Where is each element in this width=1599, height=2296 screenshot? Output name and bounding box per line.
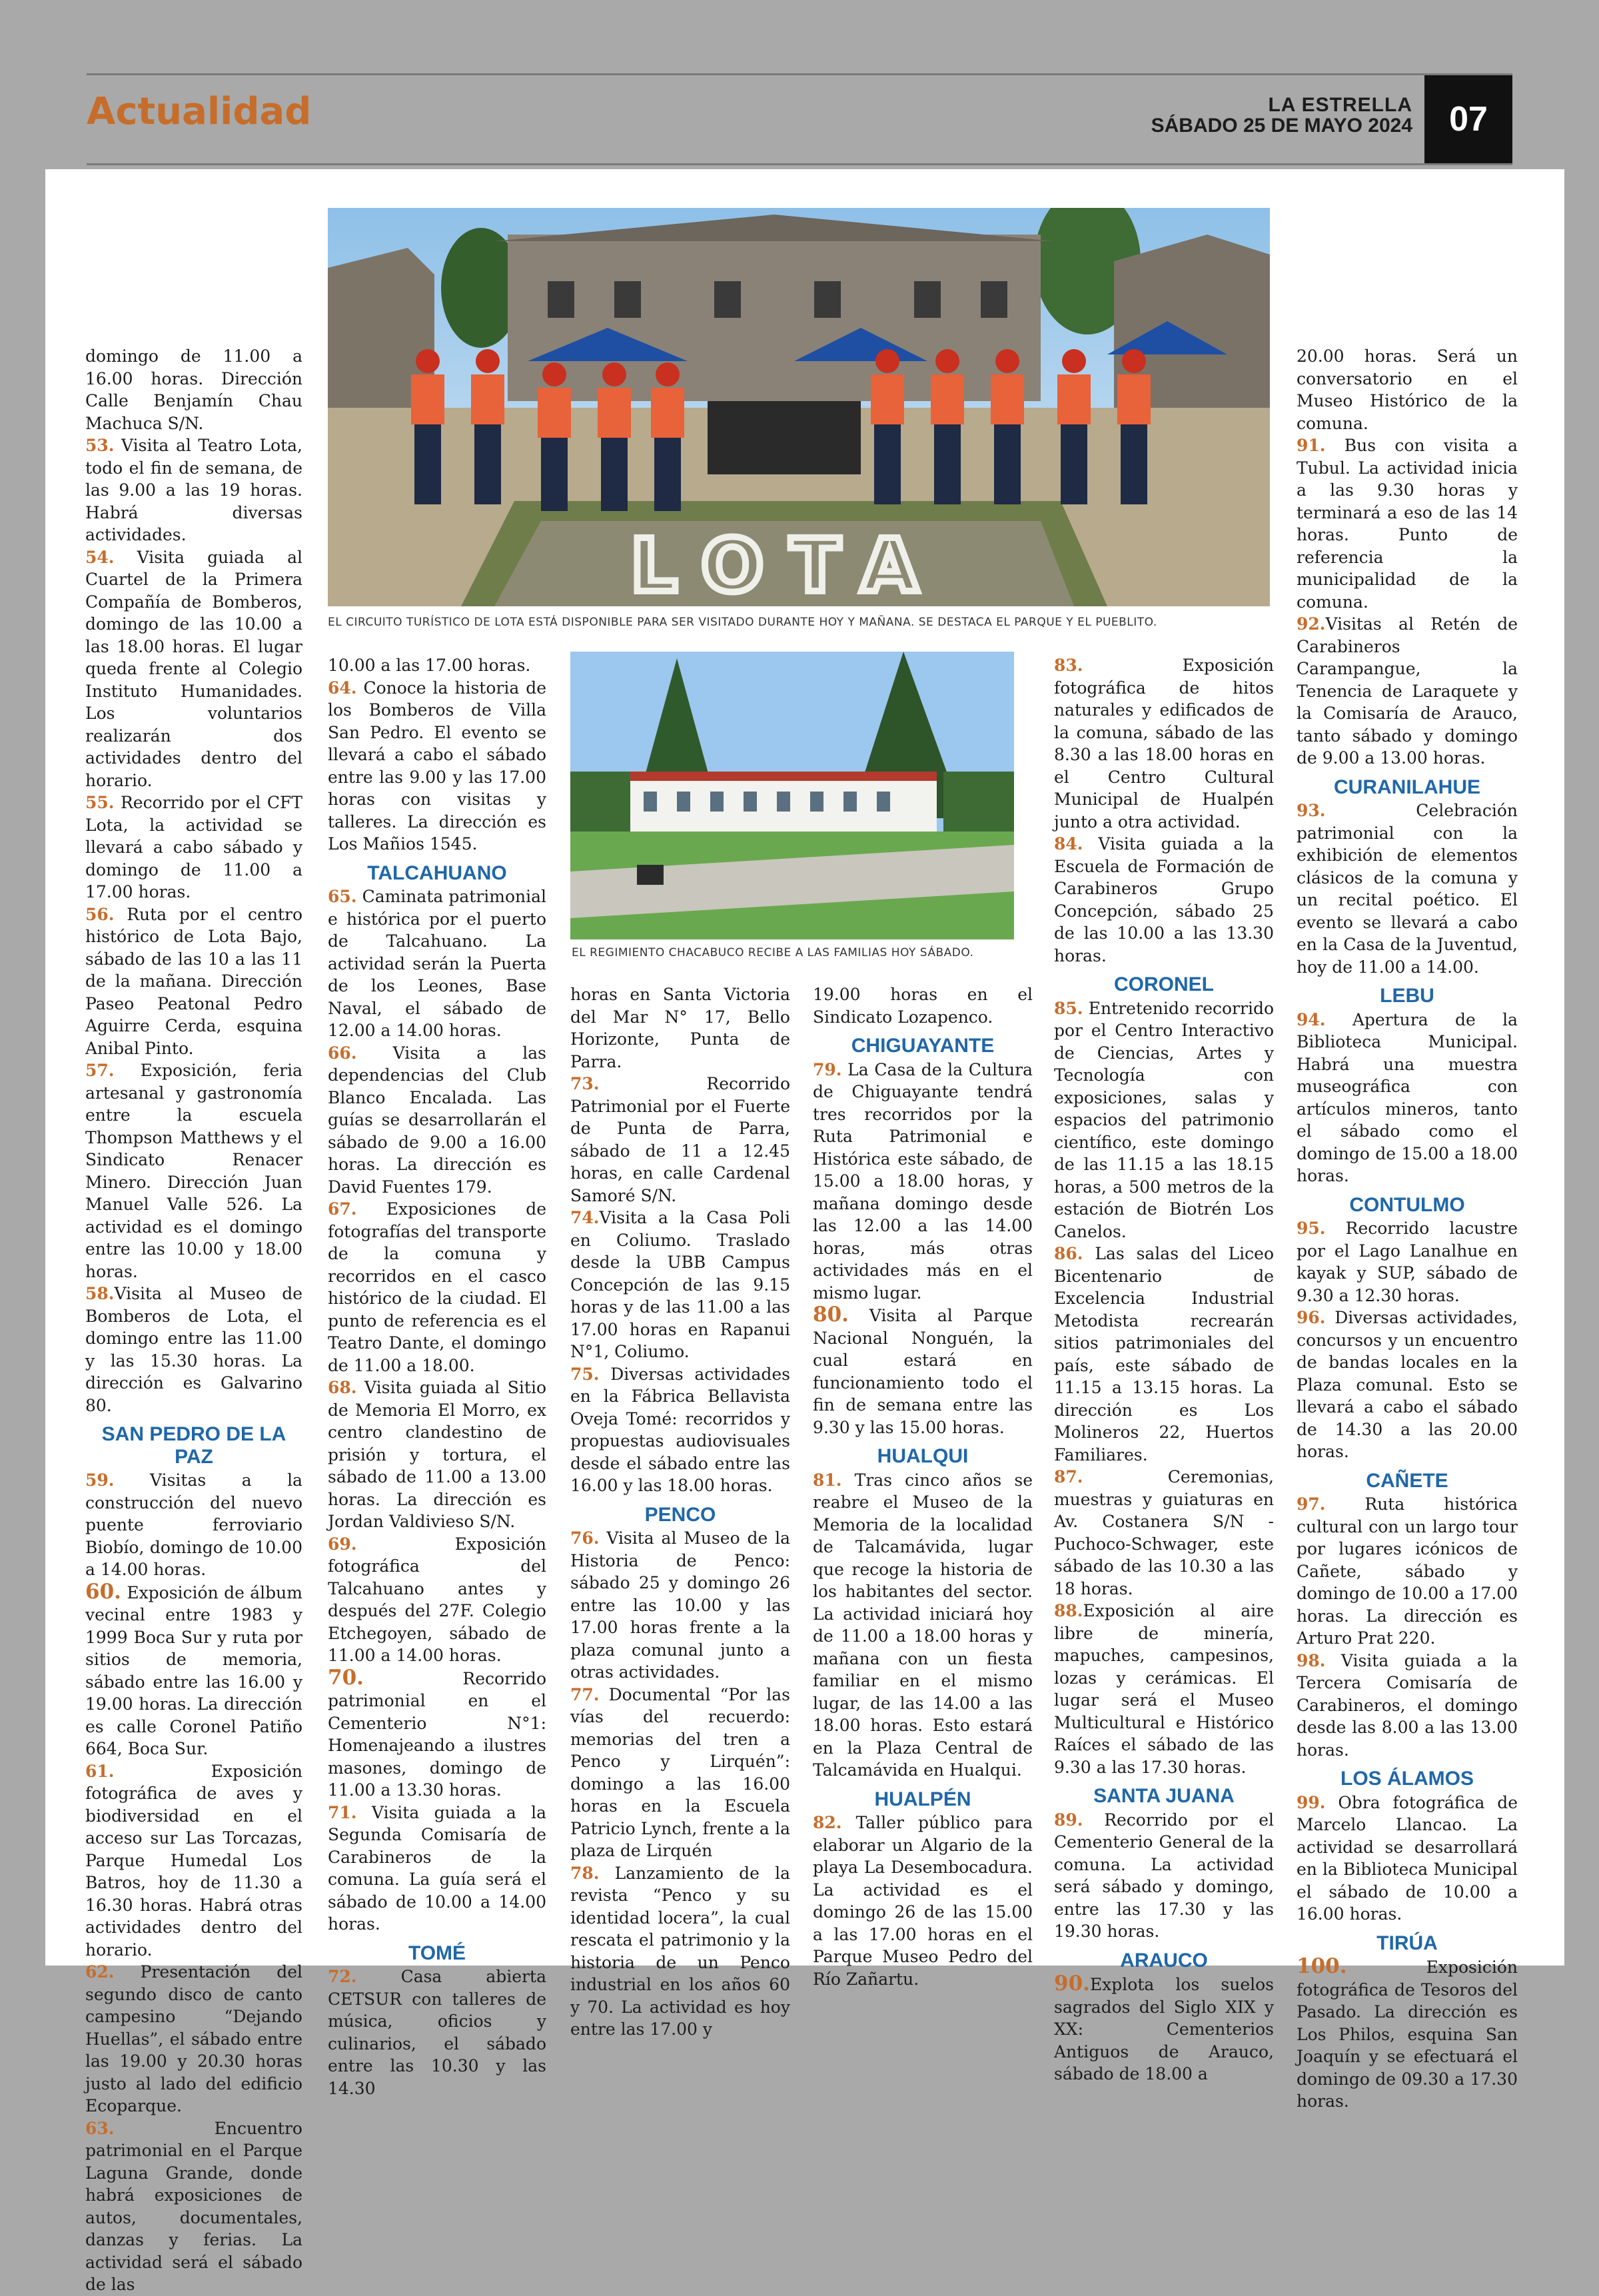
list-item [328,1198,546,1377]
section-heading: PENCO [644,1503,716,1526]
item-text: Encuentro patrimonial en el Parque Laguna Grande, donde habrá exposiciones de autos, documentales, danzas y ferias. La actividad será el sábado de las [85,2118,302,2294]
item-text: Obra fotográfica de Marcelo Llancao. La actividad se desarrollará en la Biblioteca Municipal el sábado de 10.00 a 16.00 horas. [1297,1792,1518,1924]
list-item [85,1581,302,1760]
list-item [85,1760,302,1962]
item-text: Exposición de álbum vecinal entre 1983 y 1999 Boca Sur y ruta por sitios de memoria, sábado entre las 16.00 y 19.00 horas. La dirección es calle Coronel Patiño 664, Boca Sur. [85,1582,302,1758]
newspaper-page [45,169,1564,2294]
column-1 [85,345,302,2296]
item-number: 69. [328,1534,357,1554]
issue-date: SÁBADO 25 DE MAYO 2024 [1151,114,1412,137]
list-item [1297,613,1518,770]
list-item [1054,997,1274,1243]
item-text: Visitas al Retén de Carabineros Carampangue, la Tenencia de Laraquete y la Comisaría de Arauco, tanto sábado y domingo de 9.00 a 13.00 horas. [1297,614,1518,768]
item-number: 87. [1054,1467,1083,1486]
item-text: Visita al Parque Nacional Nonguén, la cual estará en funcionamiento todo el fin de semana entre las 9.30 y las 15.00 horas. [813,1306,1033,1437]
item-text: Diversas actividades, concursos y un encuentro de bandas locales en la Plaza comunal. Esto se llevará a cabo el sábado de 14.30 a las 20.00 horas. [1297,1308,1518,1461]
list-item [570,1684,790,1862]
item-number: 99. [1297,1792,1326,1812]
item-number: 82. [813,1813,842,1832]
item-number: 67. [328,1199,357,1219]
item-text: Exposiciones de fotografías del transporte de la comuna y recorridos en el casco histórico de la ciudad. El punto de referencia es el Teatro Dante, el domingo de 11.00 a 18.00. [328,1199,546,1375]
list-item [328,677,546,856]
section-heading: CURANILAHUE [1334,776,1480,798]
column-2 [328,654,546,2099]
list-item [1297,1217,1518,1307]
item-text: Casa abierta CETSUR con talleres de música, oficios y culinarios, el sábado entre las 10.30 y las 14.30 [328,1967,546,2098]
list-item [1297,1307,1518,1463]
list-item [85,2117,302,2296]
chacabuco-photo [570,652,1014,939]
garden-letters: LOTA [630,523,945,606]
item-number: 78. [570,1863,600,1883]
list-item [1054,1600,1274,1778]
list-item [328,1802,546,1936]
list-item [1297,1650,1518,1762]
item-number: 70. [328,1665,364,1690]
list-item [85,1469,302,1581]
item-number: 95. [1297,1219,1326,1238]
item-text: Visita guiada a la Escuela de Formación de Carabineros Grupo Concepción, sábado 25 de las 10.00 a las 13.30 horas. [1054,834,1274,965]
list-item [570,1862,790,2041]
list-item [813,1059,1033,1305]
paragraph: 20.00 horas. Será un conversatorio en el Museo Histórico de la comuna. [1297,346,1518,433]
item-text: Ruta histórica cultural con un largo tour por lugares icónicos de Cañete, sábado y domingo de 10.00 a 17.00 horas. La dirección es Arturo Prat 220. [1297,1494,1518,1648]
item-number: 57. [85,1061,115,1080]
section-heading: TIRÚA [1376,1932,1438,1954]
item-number: 56. [85,904,115,924]
list-item [85,434,302,546]
list-item [813,1304,1033,1438]
item-number: 86. [1054,1244,1083,1263]
item-number: 59. [85,1470,115,1490]
list-item [570,1073,790,1207]
section-heading: CONTULMO [1349,1193,1465,1216]
item-number: 54. [85,547,115,567]
column-3 [570,983,790,2041]
item-text: Exposición fotográfica de Tesoros del Pasado. La dirección es Los Philos, esquina San Joaquín y se efectuará el domingo de 09.30 a 17.30 horas. [1297,1958,1518,2111]
item-number: 75. [570,1364,600,1384]
section-heading: SANTA JUANA [1093,1785,1235,1807]
list-item [328,1042,546,1199]
item-number: 55. [85,793,115,812]
list-item [1054,1466,1274,1600]
page-header [87,73,1512,165]
list-item [570,1207,790,1363]
item-text: Lanzamiento de la revista “Penco y su identidad locera”, la cual rescata el patrimonio y la historia de un Penco industrial en los años 60 y 70. La actividad es hoy entre las 17.00 y [570,1863,790,2039]
list-item [1297,800,1518,978]
item-number: 76. [570,1528,600,1548]
column-5 [1054,654,1274,2085]
item-number: 97. [1297,1494,1326,1514]
paragraph: 19.00 horas en el Sindicato Lozapenco. [813,985,1033,1027]
item-text: Diversas actividades en la Fábrica Bellavista Oveja Tomé: recorridos y propuestas audiovisuales desde el sábado entre las 16.00 y las 18.00 horas. [570,1364,790,1495]
lota-photo-caption: EL CIRCUITO TURÍSTICO DE LOTA ESTÁ DISPONIBLE PARA SER VISITADO DURANTE HOY Y MAÑANA. SE DESTACA EL PARQUE Y EL PUEBLITO. [328,616,1157,629]
section-heading: HUALQUI [877,1445,969,1467]
list-item [1054,1809,1274,1943]
item-text: Entretenido recorrido por el Centro Interactivo de Ciencias, Artes y Tecnología con exposiciones, salas y espacios del patrimonio científico, este domingo de las 11.15 a las 18.15 horas, a 500 metros de la estación de Biotrén Los Canelos. [1054,998,1274,1241]
item-number: 77. [570,1684,600,1704]
list-item [328,885,546,1042]
item-text: Visita a las dependencias del Club Blanco Encalada. Las guías se desarrollarán el sábado de 9.00 a 16.00 horas. La dirección es David Fuentes 179. [328,1043,546,1197]
list-item [328,1533,546,1667]
item-text: Recorrido por el CFT Lota, la actividad se llevará a cabo sábado y domingo de 11.00 a 17.00 horas. [85,793,302,901]
newspaper-name: LA ESTRELLA [1268,94,1412,116]
item-number: 80. [813,1303,849,1327]
list-item [1054,1973,1274,2085]
item-number: 71. [328,1802,357,1822]
chacabuco-photo-illustration [570,652,1014,939]
item-number: 60. [85,1579,121,1604]
item-number: 68. [328,1378,357,1397]
item-number: 93. [1297,801,1326,820]
item-text: Tras cinco años se reabre el Museo de la Memoria de la localidad de Talcamávida, lugar que recoge la historia de los habitantes del sector. La actividad iniciará hoy de 11.00 a 18.00 horas y mañana con un fiesta familiar en el mismo lugar, de las 14.00 a las 18.00 horas. Esto estará en la Plaza Central de Talcamávida en Hualqui. [813,1470,1033,1780]
page-number: 07 [1424,75,1512,163]
item-text: La Casa de la Cultura de Chiguayante tendrá tres recorridos por la Ruta Patrimonial e Histórica este sábado, de 15.00 a 18.00 horas, y mañana domingo desde las 12.00 a las 14.00 horas, más otras actividades más en el mismo lugar. [813,1059,1033,1303]
item-number: 91. [1297,436,1326,455]
item-text: Explota los suelos sagrados del Siglo XIX y XX: Cementerios Antiguos de Arauco, sábado de 18.00 a [1054,1975,1274,2083]
paragraph: domingo de 11.00 a 16.00 horas. Dirección Calle Benjamín Chau Machuca S/N. [85,346,302,433]
item-text: Recorrido por el Cementerio General de la comuna. La actividad será sábado y domingo, entre las 17.30 y las 19.30 horas. [1054,1810,1274,1941]
item-number: 84. [1054,834,1083,854]
lota-photo-illustration [328,208,1270,606]
section-heading: ARAUCO [1120,1949,1208,1972]
item-number: 81. [813,1470,842,1490]
item-text: Taller público para elaborar un Algario de la playa La Desembocadura. La actividad es el domingo 26 de las 15.00 a las 17.00 horas en el Parque Museo Pedro del Río Zañartu. [813,1813,1033,1989]
item-text: Ruta por el centro histórico de Lota Bajo, sábado de las 10 a las 11 de la mañana. Dirección Paseo Peatonal Pedro Aguirre Cerda, esquina Anibal Pinto. [85,904,302,1058]
list-item [1054,654,1274,833]
list-item [85,546,302,792]
item-text: Exposición fotográfica de aves y biodiversidad en el acceso sur Las Torcazas, Parque Humedal Los Batros, hoy de 11.30 a 16.30 horas. Habrá otras actividades dentro del horario. [85,1761,302,1960]
item-text: Ceremonias, muestras y guiaturas en Av. Costanera S/N - Puchoco-Schwager, este sábado de las 10.30 a las 18 horas. [1054,1467,1274,1598]
item-number: 72. [328,1967,357,1986]
item-number: 90. [1054,1972,1090,1996]
item-number: 100. [1297,1954,1347,1978]
item-text: Visita guiada a la Tercera Comisaría de Carabineros, el domingo desde las 8.00 a las 13.00 horas. [1297,1650,1518,1760]
list-item [1297,1956,1518,2113]
item-number: 53. [85,436,115,455]
list-item [85,792,302,903]
item-number: 89. [1054,1810,1083,1830]
list-item [570,1363,790,1497]
item-text: Bus con visita a Tubul. La actividad inicia a las 9.30 horas y terminará a eso de las 14 horas. Punto de referencia la municipalidad de la comuna. [1297,436,1518,612]
item-number: 61. [85,1761,115,1781]
list-item [85,903,302,1060]
list-item [328,1966,546,2099]
list-item [1297,434,1518,613]
item-text: Visita guiada al Sitio de Memoria El Morro, ex centro clandestino de prisión y tortura, el sábado de 11.00 a 13.00 horas. La dirección es Jordan Valdivieso S/N. [328,1378,546,1531]
masthead [1151,95,1412,136]
item-number: 58. [85,1284,115,1303]
list-item [1054,1243,1274,1466]
item-text: Documental “Por las vías del recuerdo: memorias del tren a Penco y Lirquén”: domingo a las 16.00 horas en la Escuela Patricio Lynch, frente a la plaza de Lirquén [570,1684,790,1860]
item-number: 73. [570,1074,600,1093]
list-item [1297,1792,1518,1926]
item-number: 88. [1054,1601,1083,1620]
list-item [1297,1493,1518,1650]
item-number: 98. [1297,1650,1326,1670]
section-heading: CORONEL [1114,973,1214,995]
item-number: 94. [1297,1009,1326,1029]
item-number: 85. [1054,998,1083,1018]
item-text: Presentación del segundo disco de canto campesino “Dejando Huellas”, el sábado entre las 19.00 y 20.30 horas justo al lado del edificio Ecoparque. [85,1962,302,2115]
item-text: Recorrido patrimonial en el Cementerio N°1: Homenajeando a ilustres masones, domingo de 11.00 a 13.30 horas. [328,1668,546,1800]
item-number: 74. [570,1208,600,1227]
list-item [570,1527,790,1684]
lota-photo [328,208,1270,606]
list-item [813,1469,1033,1782]
section-heading: TOMÉ [408,1942,466,1964]
item-text: Visita guiada a la Segunda Comisaría de Carabineros de la comuna. La guía será el sábado de 10.00 a 14.00 horas. [328,1802,546,1934]
list-item [813,1812,1033,1990]
item-number: 92. [1297,614,1326,634]
item-text: Visitas a la construcción del nuevo puente ferroviario Biobío, domingo de 10.00 a 14.00 horas. [85,1470,302,1579]
item-text: Exposición al aire libre de minería, mapuches, campesinos, lozas y cerámicas. El lugar será el Museo Multicultural e Histórico Raíces el sábado de las 9.30 a las 17.30 horas. [1054,1601,1274,1777]
item-text: Caminata patrimonial e histórica por el puerto de Talcahuano. La actividad serán la Puerta de los Leones, Base Naval, el sábado de 12.00 a 14.00 horas. [328,887,546,1040]
list-item [85,1059,302,1283]
item-text: Visita a la Casa Poli en Coliumo. Traslado desde la UBB Campus Concepción de las 9.15 horas y de las 11.00 a las 17.00 horas en Rapanui N°1, Coliumo. [570,1208,790,1361]
item-number: 79. [813,1059,842,1079]
paragraph: 10.00 a las 17.00 horas. [328,656,531,675]
item-text: Exposición, feria artesanal y gastronomía entre la escuela Thompson Matthews y el Sindicato Renacer Minero. Dirección Juan Manuel Valle 526. La actividad es el domingo entre las 10.00 y 18.00 horas. [85,1061,302,1281]
item-text: Recorrido lacustre por el Lago Lanalhue en kayak y SUP, sábado de 9.30 a 12.30 horas. [1297,1219,1518,1305]
item-text: Conoce la historia de los Bomberos de Villa San Pedro. El evento se llevará a cabo el sábado entre las 9.00 y las 17.00 horas con visitas y talleres. La dirección es Los Mañios 1545. [328,678,546,854]
list-item [1054,833,1274,967]
section-heading: LOS ÁLAMOS [1340,1768,1474,1790]
item-text: Exposición fotográfica de hitos naturales y edificados de la comuna, sábado de las 8.30 a las 18.00 horas en el Centro Cultural Municipal de Hualpén junto a otra actividad. [1054,656,1274,832]
column-6 [1297,345,1518,2113]
item-text: Visita al Teatro Lota, todo el fin de semana, de las 9.00 a las 19 horas. Habrá diversas actividades. [85,436,302,544]
item-number: 62. [85,1962,115,1982]
section-heading: LEBU [1380,985,1434,1007]
section-heading: TALCAHUANO [367,861,507,884]
list-item [328,1377,546,1533]
item-text: Celebración patrimonial con la exhibición de elementos clásicos de la comuna y un recital poético. El evento se llevará a cabo en la Casa de la Juventud, hoy de 11.00 a 14.00. [1297,801,1518,977]
item-text: Exposición fotográfica del Talcahuano antes y después del 27F. Colegio Etchegoyen, sábado de 11.00 a 14.00 horas. [328,1534,546,1665]
chacabuco-photo-caption: EL REGIMIENTO CHACABUCO RECIBE A LAS FAMILIAS HOY SÁBADO. [572,946,974,959]
item-text: Apertura de la Biblioteca Municipal. Habrá una muestra museográfica con artículos mineros, tanto el sábado como el domingo de 15.00 a 18.00 horas. [1297,1009,1518,1185]
item-number: 83. [1054,656,1083,675]
section-heading: SAN PEDRO DE LA PAZ [101,1423,286,1468]
item-number: 65. [328,887,357,906]
item-text: Visita al Museo de Bomberos de Lota, el domingo entre las 11.00 y las 15.30 horas. La dirección es Galvarino 80. [85,1284,302,1415]
list-item [328,1667,546,1802]
section-heading: CHIGUAYANTE [851,1035,995,1057]
list-item [1297,1009,1518,1187]
item-number: 66. [328,1043,357,1063]
list-item [85,1961,302,2117]
item-number: 96. [1297,1308,1326,1327]
item-text: Visita guiada al Cuartel de la Primera Compañía de Bomberos, domingo de las 10.00 a las 18.00 horas. El lugar queda frente al Colegio Instituto Humanidades. Los voluntarios realizarán dos actividades dentro del horario. [85,547,302,790]
section-title: Actualidad [87,90,312,133]
list-item [85,1283,302,1417]
item-number: 63. [85,2118,115,2138]
section-heading: CAÑETE [1366,1469,1448,1492]
item-number: 64. [328,678,357,698]
column-4 [813,983,1033,1990]
section-heading: HUALPÉN [874,1788,971,1810]
paragraph: horas en Santa Victoria del Mar N° 17, Bello Horizonte, Punta de Parra. [570,985,790,1071]
item-text: Las salas del Liceo Bicentenario de Excelencia Industrial Metodista recrearán sitios patrimoniales del país, este sábado de 11.15 a 13.15 horas. La dirección es Los Molineros 22, Huertos Familiares. [1054,1244,1274,1464]
item-text: Visita al Museo de la Historia de Penco: sábado 25 y domingo 26 entre las 10.00 y las 17.00 horas frente a la plaza comunal junto a otras actividades. [570,1528,790,1682]
item-text: Recorrido Patrimonial por el Fuerte de Punta de Parra, sábado de 11 a 12.45 horas, en calle Cardenal Samoré S/N. [570,1074,790,1205]
